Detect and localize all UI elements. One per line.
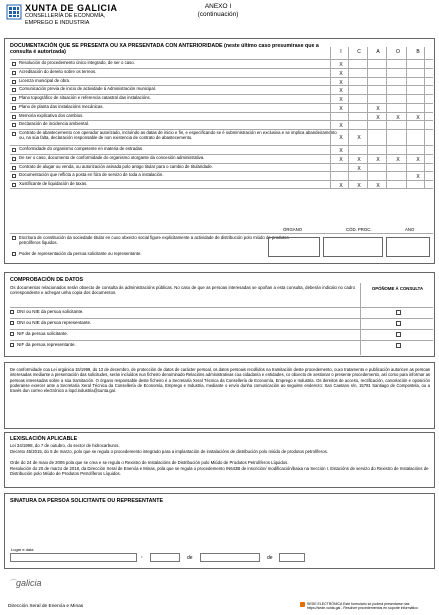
applicability-mark-i: X [339, 97, 343, 103]
document-text: Xustificante de liquidación de taxas. [19, 181, 88, 186]
applicability-mark-c: X [357, 135, 361, 141]
column-divider [386, 47, 387, 188]
signature-title: SINATURA DA PERSOA SOLICITANTE OU REPRESENTANTE [10, 498, 164, 504]
document-text: Licenza municipal de obra. [19, 78, 71, 83]
data-check-item [10, 320, 350, 328]
document-row [10, 154, 433, 163]
data-check-label: DNI ou NIE da persoa representante. [17, 320, 92, 325]
document-checkbox[interactable] [12, 106, 16, 110]
deed-checkbox[interactable] [12, 236, 16, 240]
applicability-mark-a: X [376, 183, 380, 189]
galicia-logo-icon: ⌒ [8, 579, 16, 588]
document-checkbox[interactable] [12, 148, 16, 152]
proc-code-column-label: CÓD. PROC. [346, 227, 372, 232]
data-check-include-checkbox[interactable] [10, 343, 14, 347]
law-1: Lei 34/1998, do 7 de outubro, do sector de hidrocarburos. [10, 443, 120, 448]
power-checkbox[interactable] [12, 252, 16, 256]
organ-cell[interactable] [268, 237, 320, 257]
document-checkbox[interactable] [12, 62, 16, 66]
galicia-logo [8, 578, 42, 589]
data-check-intro: Os documentos relacionados serán obxecto de consulta ás administracións públicas. No caso de que as persoas interesadas se opoñan a esta consulta, deberán indicalo no cadro correspondente e achegar unha copia dos documentos. [10, 285, 355, 295]
document-checkbox[interactable] [12, 174, 16, 178]
document-text: Contrato de abastecemento con operador autorizado, incluíndo as datas de inicio e fin, e especificando se é subministración en exclusiva e se implica abandeiramento ou, na súa falta, declaración responsable de non existencia de contrato de abastecemento. [19, 130, 337, 140]
document-text: Declaración de incidencia ambiental. [19, 121, 89, 126]
sede-logo-icon [300, 602, 305, 607]
applicability-mark-c: X [357, 157, 361, 163]
annex-title: ANEXO I [204, 3, 232, 10]
law-3: Orde do 24 de maio de 2006 pola que se crea e se regula o Rexistro de Instalacións de Distribución polo Miúdo de Produtos Petrolíferos Líquidos. [10, 460, 289, 465]
day-field[interactable] [150, 553, 180, 562]
place-date-label: Lugar e data [11, 547, 34, 552]
document-row [10, 163, 433, 171]
document-text: Conformidade do organismo competente en materia de estradas. [19, 146, 144, 151]
department-line-1: CONSELLERÍA DE ECONOMÍA, [25, 13, 106, 19]
galicia-logo-text: galicia [16, 578, 42, 588]
document-text: De ser o caso, documento de conformidade do organismo otorgante da concesión administrativa. [19, 155, 205, 160]
document-row [10, 180, 433, 188]
document-row [10, 85, 433, 94]
document-checkbox[interactable] [12, 132, 16, 136]
document-text: Contrato de alugar ou venda, ou autorización asinada polo antigo titular para o cambio de titularidade. [19, 164, 213, 169]
applicability-mark-i: X [339, 88, 343, 94]
year-field[interactable] [279, 553, 305, 562]
oppose-column-line [360, 283, 361, 355]
document-text: Comunicación previa de inicio de actividade á Administración municipal. [19, 86, 156, 91]
applicability-mark-i: X [339, 106, 343, 112]
document-checkbox[interactable] [12, 88, 16, 92]
annex-heading [188, 3, 248, 19]
document-row [10, 59, 433, 68]
document-text: Documentación que reflicta a posta en fóra de servizo de toda a instalación. [19, 172, 164, 177]
document-checkbox[interactable] [12, 166, 16, 170]
applicability-mark-c: X [357, 166, 361, 172]
applicability-mark-i: X [339, 135, 343, 141]
data-check-row-line [10, 307, 433, 308]
department-name [25, 13, 105, 26]
place-field[interactable] [10, 553, 137, 562]
column-header-c: C [357, 49, 361, 55]
de-label-2: de [267, 555, 273, 561]
column-divider [367, 47, 368, 188]
applicability-mark-i: X [339, 80, 343, 86]
org-name: XUNTA DE GALICIA [25, 3, 118, 13]
year-column-label: ANO [405, 227, 415, 232]
data-check-include-checkbox[interactable] [10, 310, 14, 314]
footer-direction: Dirección Xeral de Enerxía e Minas [8, 604, 84, 609]
document-checkbox[interactable] [12, 115, 16, 119]
document-text: Plano de planta das instalacións mecánicas. [19, 104, 104, 109]
document-row [10, 112, 433, 120]
applicability-mark-i: X [339, 148, 343, 154]
law-4: Resolución do 20 de marzo de 2018, da Dirección Xeral de Enerxía e Minas, pola que se regula o procedemento IN643B de inscrición/ modificación/baixa na Sección I. Estacións de servizo do Rexistro de Instalacións de Distribución polo Miúdo de Produtos Petrolíferos Líquidos. [10, 466, 429, 476]
privacy-section [4, 362, 435, 429]
de-label-1: de [187, 555, 193, 561]
data-check-item [10, 331, 350, 339]
document-checkbox[interactable] [12, 71, 16, 75]
document-row [10, 145, 433, 154]
oppose-checkbox[interactable] [396, 343, 401, 348]
applicability-mark-o: X [396, 115, 400, 121]
legislation-title: LEXISLACIÓN APLICABLE [10, 436, 78, 442]
column-divider [424, 47, 425, 188]
data-check-row-line [10, 329, 433, 330]
document-row [10, 103, 433, 112]
document-checkbox[interactable] [12, 157, 16, 161]
document-checkbox[interactable] [12, 97, 16, 101]
data-check-row-line [10, 318, 433, 319]
data-check-title: COMPROBACIÓN DE DATOS [10, 277, 84, 283]
applicability-mark-b: X [416, 157, 420, 163]
privacy-text: De conformidade coa Lei orgánica 15/1999, do 13 de decembro, de protección de datos de carácter persoal, os datos persoais recollidos na tramitación deste procedemento, cuxo tratamento e publicación autoricen as persoas interesadas mediante a presentación das solicitudes, serán incluídos nun ficheiro denominado Relacións administrativas coa cidadanía e entidades, co obxecto de xestionar o presente procedemento, así como para informar as persoas interesadas sobre a súa tramitación. O órgano responsable deste ficheiro é a Secretaría Xeral Técnica da Consellería de Economía, Emprego e Industria. Os dereitos de acceso, rectificación, cancelación e oposición poderanse exercer ante a Secretaría Xeral Técnica da Consellería de Economía, Emprego e Industria, mediante o envío dunha comunicación ao seguinte enderezo: San Caetano s/n, 15781 Santiago de Compostela, ou a través dun correo electrónico a lopd.industria@xunta.gal. [10, 367, 430, 394]
applicability-mark-i: X [339, 71, 343, 77]
document-checkbox[interactable] [12, 183, 16, 187]
oppose-checkbox[interactable] [396, 310, 401, 315]
oppose-checkbox[interactable] [396, 332, 401, 337]
data-check-label: NIF da persoa representante. [17, 342, 76, 347]
column-header-o: O [396, 49, 400, 55]
document-row [10, 129, 433, 145]
document-text: Resolución do procedemento único integrado, de ser o caso. [19, 60, 135, 65]
column-divider [348, 47, 349, 188]
document-row [10, 94, 433, 103]
table-bottom-line [10, 188, 433, 189]
applicability-mark-i: X [339, 157, 343, 163]
applicability-mark-a: X [376, 115, 380, 121]
applicability-mark-c: X [357, 183, 361, 189]
law-2: Decreto 45/2015, do 5 de marzo, polo que se regula o procedemento integrado para a implantación de instalacións de distribución polo miúdo de produtos petrolíferos. [10, 449, 328, 454]
annex-subtitle: (continuación) [197, 11, 239, 18]
year-cell[interactable] [386, 237, 430, 257]
applicability-mark-b: X [416, 174, 420, 180]
documentation-title: DOCUMENTACIÓN QUE SE PRESENTA OU XA PRESENTADA CON ANTERIORIDADE (neste último caso presumirase que a consulta é autorizada) [10, 43, 319, 55]
column-divider [406, 47, 407, 188]
oppose-header: OPÓÑOME Á CONSULTA [371, 286, 424, 291]
department-line-2: EMPREGO E INDUSTRIA [25, 19, 90, 26]
document-row [10, 68, 433, 77]
data-check-label: DNI ou NIE da persoa solicitante. [17, 309, 84, 314]
document-row [10, 171, 433, 180]
column-header-i: I [340, 49, 342, 55]
proc-code-cell[interactable] [323, 237, 383, 257]
applicability-mark-a: X [376, 106, 380, 112]
xunta-logo-icon [6, 4, 22, 20]
applicability-mark-b: X [416, 115, 420, 121]
document-text: Acreditación do dereito sobre os terreos. [19, 69, 97, 74]
legislation-section [4, 432, 435, 488]
data-check-item [10, 309, 350, 317]
data-check-item [10, 342, 350, 350]
data-check-row-line [10, 340, 433, 341]
column-header-a: A [376, 49, 380, 55]
organ-row-line [10, 233, 433, 234]
footer-sede-text: SEDE ELECTRÓNICA Este formulario só poderá presentarse nas https://sede.xunta.gal - Resolver procedementos en soporte informático [307, 602, 418, 610]
organ-column-label: ÓRGANO [283, 227, 303, 232]
document-row [10, 77, 433, 85]
column-header-b: B [416, 49, 420, 55]
deed-text: Escritura de constitución da sociedade titular en cuxo obxecto social figure explicitamente a actividade de distribución polo miúdo de produtos petrolíferos líquidos. [19, 235, 289, 245]
data-check-include-checkbox[interactable] [10, 332, 14, 336]
document-text: Memoria explicativa dos cambios. [19, 113, 84, 118]
data-check-label: NIF da persoa solicitante. [17, 331, 69, 336]
applicability-mark-a: X [376, 157, 380, 163]
applicability-mark-i: X [339, 183, 343, 189]
applicability-mark-i: X [339, 123, 343, 129]
applicability-mark-i: X [339, 62, 343, 68]
date-separator: , [141, 553, 143, 559]
data-check-include-checkbox[interactable] [10, 321, 14, 325]
document-row [10, 120, 433, 129]
applicability-mark-o: X [396, 157, 400, 163]
power-text: Poder de representación da persoa solicitante ou representante. [19, 251, 142, 256]
column-divider [330, 47, 331, 188]
oppose-checkbox[interactable] [396, 321, 401, 326]
document-text: Plano topográfico de situación e referencia catastral das instalacións. [19, 95, 151, 100]
document-checkbox[interactable] [12, 80, 16, 84]
month-field[interactable] [200, 553, 260, 562]
document-checkbox[interactable] [12, 123, 16, 127]
